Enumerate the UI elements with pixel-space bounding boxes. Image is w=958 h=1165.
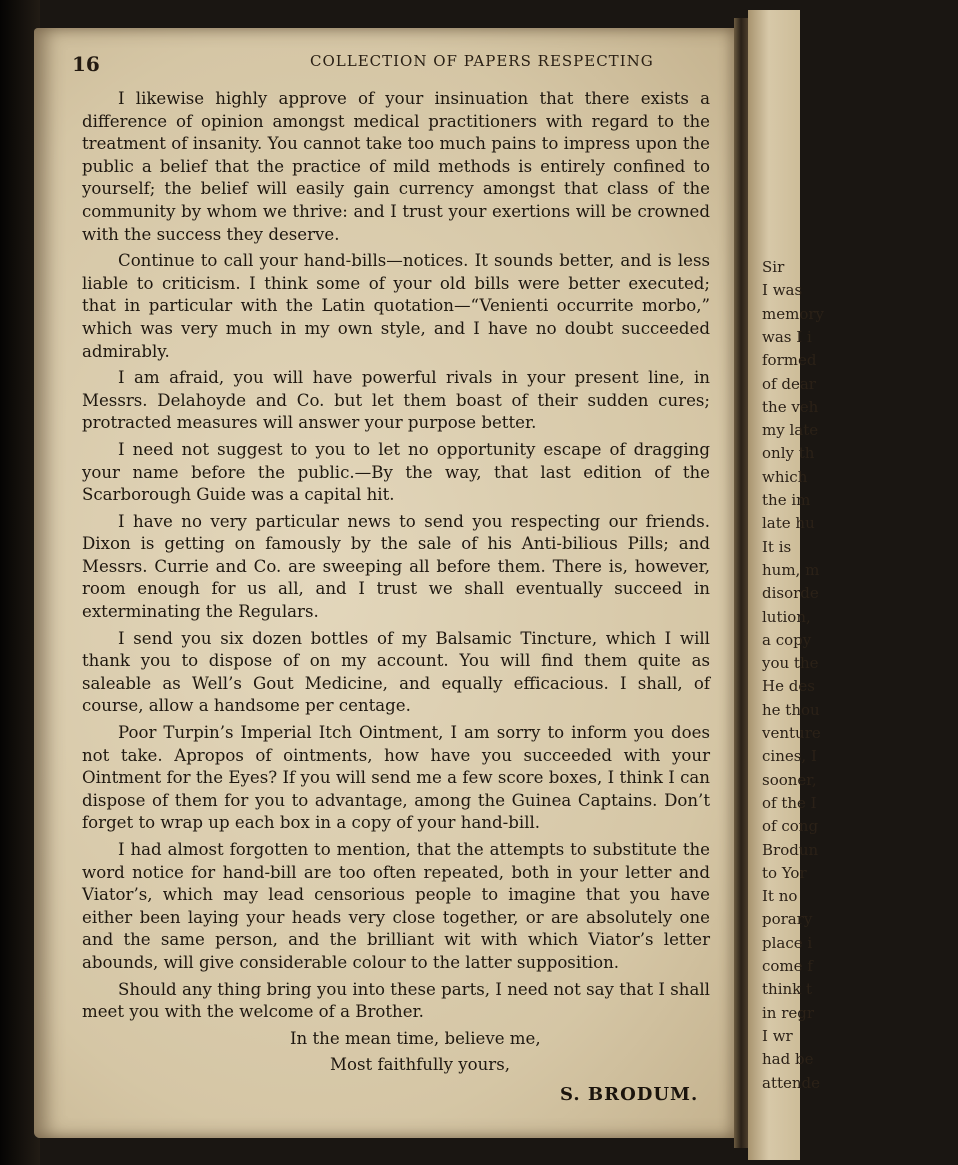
letter-body [82, 88, 710, 1028]
adjacent-page [748, 10, 824, 1160]
adjacent-page-fragment: sooner, [762, 770, 817, 789]
adjacent-page-fragment: he thou [762, 700, 820, 719]
adjacent-page-fragment: was I i [762, 327, 812, 346]
adjacent-page-fragment: come f [762, 957, 813, 975]
adjacent-page-fragment: cines, I [762, 747, 817, 766]
valediction: Most faithfully yours, [330, 1055, 511, 1074]
signature: S. BRODUM. [560, 1084, 699, 1105]
adjacent-page-fragment: He des [762, 677, 815, 696]
adjacent-page-fragment: formed [762, 351, 817, 370]
adjacent-page-fragment: of dear [762, 374, 816, 393]
adjacent-page-fragment: Sir [762, 258, 785, 276]
adjacent-page-fragment: hum, m [762, 560, 820, 579]
adjacent-page-fragment: lution, [762, 607, 811, 626]
adjacent-page-fragment: porary [762, 910, 813, 929]
running-head: COLLECTION OF PAPERS RESPECTING [310, 52, 654, 70]
adjacent-page-fragment: memory [762, 304, 824, 323]
adjacent-page-fragment: the im [762, 491, 811, 509]
closing-line: In the mean time, believe me, [290, 1029, 541, 1048]
adjacent-page-fragment: my late [762, 421, 819, 440]
adjacent-page-fragment: which [762, 467, 808, 486]
adjacent-page-fragment: the veh [762, 397, 819, 416]
adjacent-page-fragment: It no [762, 887, 798, 906]
paragraph: I have no very particular news to send you respecting our friends. Dixon is getting on famously by the sale of his Anti-bilious Pills; and Messrs. Currie and Co. are sweeping all before them. There is, however, room enough for us all, and I trust we shall eventually succeed in exterminating the Regulars. [82, 511, 710, 622]
adjacent-page-fragment: place i [762, 933, 813, 952]
adjacent-page-fragment: late hu [762, 514, 815, 533]
adjacent-page-fragment: disorde [762, 584, 819, 603]
adjacent-page-fragment: It is [762, 537, 792, 556]
adjacent-page-fragment: of cong [762, 817, 819, 836]
paragraph: I need not suggest to you to let no opportunity escape of dragging your name before the public.—By the way, that last edition of the Scarborough Guide was a capital hit. [82, 439, 710, 505]
paragraph: I send you six dozen bottles of my Balsamic Tincture, which I will thank you to dispose of on my account. You will find them quite as saleable as Well’s Gout Medicine, and equally efficacious. I shall, of course, allow a handsome per centage. [82, 628, 710, 716]
adjacent-page-fragment: you the [762, 654, 819, 673]
adjacent-page-fragment: of the I [762, 793, 817, 812]
adjacent-page-fragment: only th [762, 444, 815, 463]
paragraph: Continue to call your hand-bills—notices. It sounds better, and is less liable to criticism. I think some of your old bills were better executed; that in particular with the Latin quotation—“Venienti occurrite morbo,” which was very much in my own style, and I have no doubt succeeded admirably. [82, 251, 710, 361]
adjacent-page-fragment: in regr [762, 1003, 815, 1022]
adjacent-page-fragment: I wr [762, 1026, 793, 1045]
paragraph: Poor Turpin’s Imperial Itch Ointment, I am sorry to inform you does not take. Apropos of ointments, how have you succeeded with your Ointment for the Eyes? If you will send me a few score boxes, I think I can dispose of them for you to advantage, among the Guinea Captains. Don’t forget to wrap up each box in a copy of your hand-bill. [82, 723, 710, 833]
adjacent-page-fragment: Brodun [762, 840, 819, 859]
paragraph: I likewise highly approve of your insinuation that there exists a difference of opinion amongst medical practitioners with regard to the treatment of insanity. You cannot take too much pains to impress upon the public a belief that the practice of mild methods is entirely confined to yourself; the belief will easily gain currency amongst that class of the community by whom we thrive: and I trust your exertions will be crowned with the success they deserve. [82, 89, 710, 244]
adjacent-page-fragment: a copy [762, 630, 812, 649]
page-number: 16 [72, 52, 100, 76]
adjacent-page-fragment: to Yor [762, 863, 807, 882]
adjacent-page-fragment: attende [762, 1073, 821, 1092]
adjacent-page-fragment: venture [762, 724, 821, 742]
paragraph: I am afraid, you will have powerful rivals in your present line, in Messrs. Delahoyde and Co. but let them boast of their sudden cures; protracted measures will answer your purpose better. [82, 368, 710, 433]
paragraph: I had almost forgotten to mention, that the attempts to substitute the word notice for hand-bill are too often repeated, both in your letter and Viator’s, which may lead censorious people to imagine that you have either been laying your heads very close together, or are absolutely one and the same person, and the brilliant wit with which Viator’s letter abounds, will give considerable colour to the latter supposition. [82, 840, 710, 972]
book-gutter [734, 18, 748, 1148]
adjacent-page-fragment: think t [762, 980, 813, 999]
adjacent-page-fragment: had be [762, 1050, 814, 1069]
paragraph: Should any thing bring you into these parts, I need not say that I shall meet you with the welcome of a Brother. [82, 979, 710, 1022]
adjacent-page-fragment: I was [762, 281, 803, 300]
